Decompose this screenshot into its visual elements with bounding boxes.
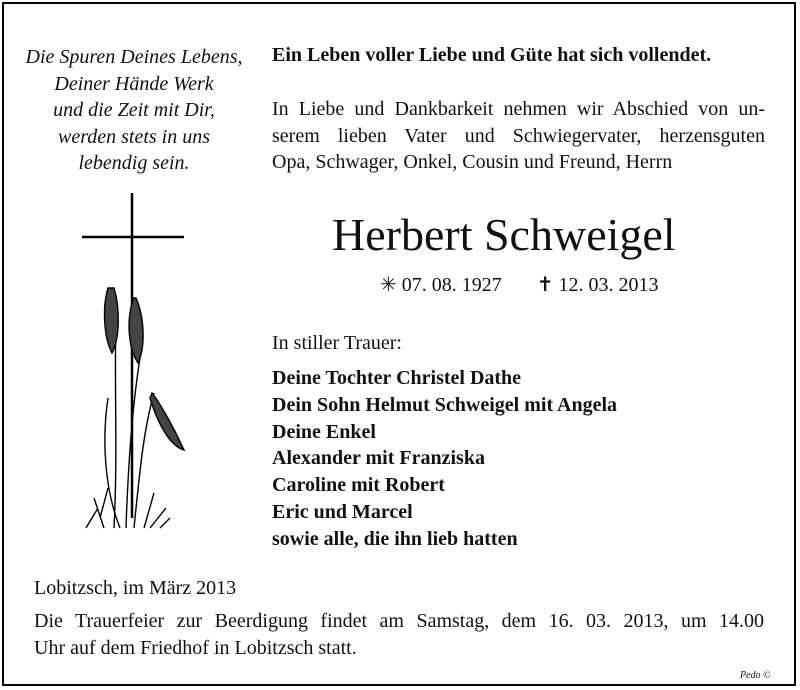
credit: Pedo ©	[740, 670, 771, 681]
funeral-line: Uhr auf dem Friedhof in Lobitzsch statt.	[34, 637, 357, 659]
intro-text	[272, 96, 765, 176]
poem	[14, 44, 254, 177]
wheat-icon	[86, 288, 184, 528]
intro-line: In Liebe und Dankbarkeit nehmen wir Abschied von un-	[272, 98, 765, 120]
poem-line: Deiner Hände Werk	[54, 72, 214, 95]
mourner-item: Alexander mit Franziska	[272, 447, 485, 470]
funeral-info	[34, 608, 764, 662]
mourner-item: Deine Tochter Christel Dathe	[272, 367, 522, 389]
poem-line: Die Spuren Deines Lebens,	[25, 46, 243, 68]
poem-line: lebendig sein.	[78, 152, 190, 174]
cross-icon	[82, 193, 184, 518]
mourner-item: Deine Enkel	[272, 420, 376, 443]
death-date: 12. 03. 2013	[558, 274, 659, 296]
mourner-item: Caroline mit Robert	[272, 474, 445, 497]
funeral-line: Die Trauerfeier zur Beerdigung findet am Samstag, dem 16. 03. 2013, um 14.00	[34, 610, 764, 632]
intro-line: Opa, Schwager, Onkel, Cousin und Freund, Herrn	[272, 151, 673, 173]
mourner-item: Eric und Marcel	[272, 500, 413, 523]
mourner-item: sowie alle, die ihn lieb hatten	[272, 527, 518, 550]
place-date: Lobitzsch, im März 2013	[34, 577, 237, 599]
cross-and-wheat-illustration	[74, 188, 204, 548]
mourners-label: In stiller Trauer:	[272, 332, 402, 354]
mourner-item: Dein Sohn Helmut Schweigel mit Angela	[272, 393, 618, 416]
headline: Ein Leben voller Liebe und Güte hat sich vollendet.	[272, 44, 712, 66]
poem-line: werden stets in uns	[57, 125, 211, 148]
deceased-name: Herbert Schweigel	[332, 209, 676, 260]
life-dates	[380, 272, 659, 297]
intro-line: serem lieben Vater und Schwiegervater, herzensguten	[272, 124, 765, 147]
birth-date: 07. 08. 1927	[401, 274, 502, 296]
mourners-list	[272, 365, 617, 553]
death-icon: ✝	[536, 274, 554, 296]
poem-line: und die Zeit mit Dir,	[53, 99, 215, 121]
birth-icon: ✳	[380, 274, 397, 296]
